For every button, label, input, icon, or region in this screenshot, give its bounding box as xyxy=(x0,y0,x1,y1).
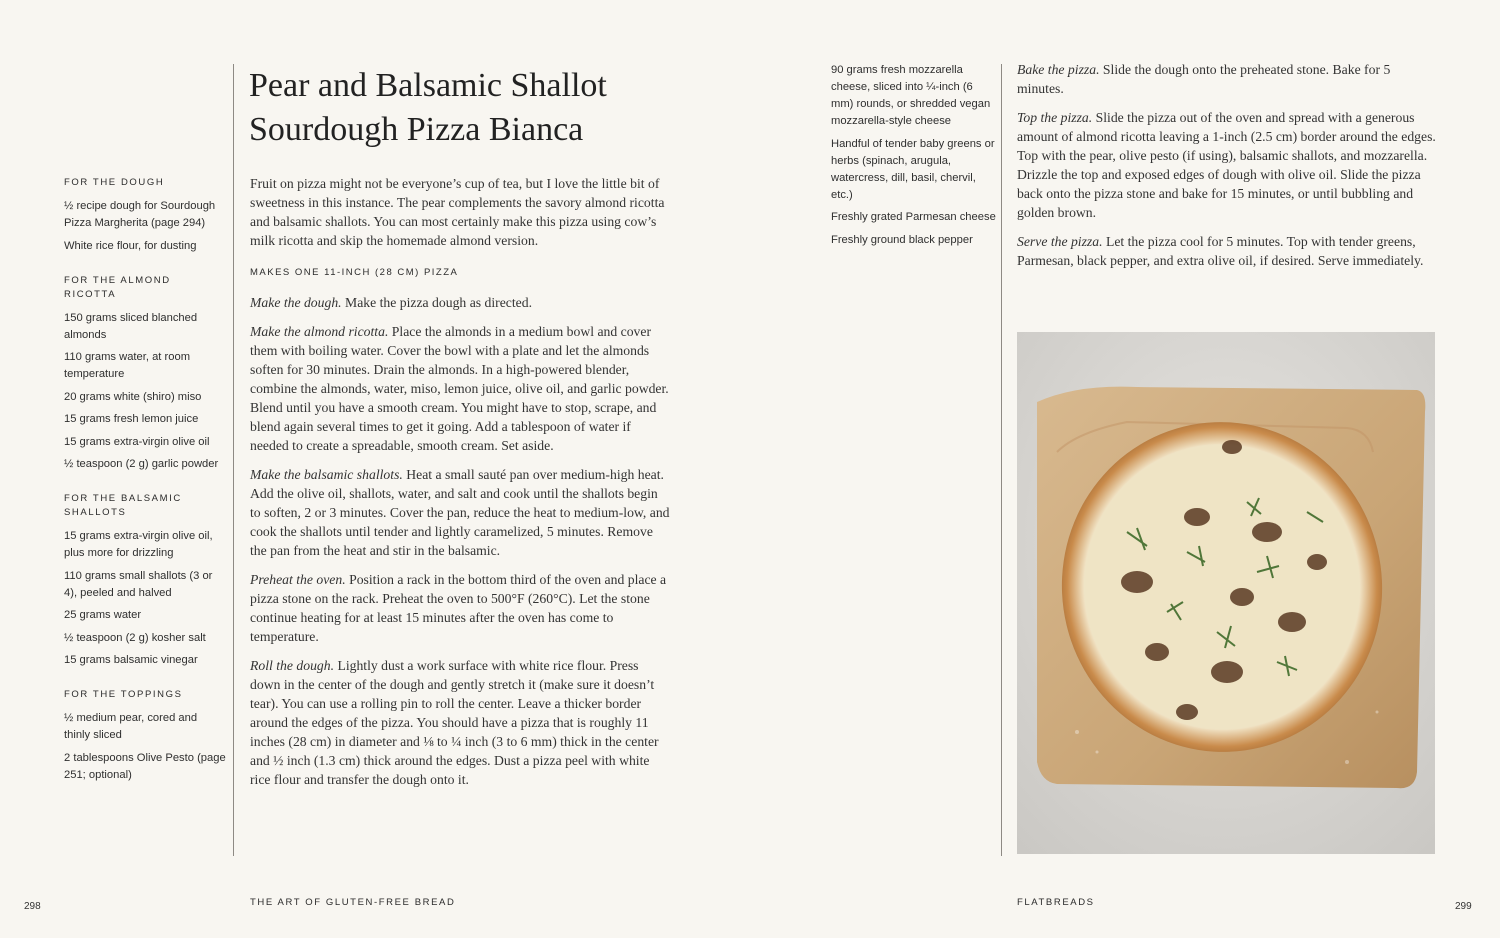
method-step xyxy=(1017,232,1437,270)
ingredient-item: 25 grams water xyxy=(64,609,142,621)
method-step-text: Heat a small sauté pan over medium-high heat. Add the olive oil, shallots, water, and salt and cook until the shallots begin to soften, 2 or 3 minutes. Cover the pan, reduce the heat to medium-low, and cook the shallots until tender and lightly caramelized, 5 minutes. Remove the pan from the heat and stir in the balsamic. xyxy=(250,467,670,558)
ingredients-list-right xyxy=(831,62,996,254)
method-step-lead: Roll the dough. xyxy=(250,658,335,673)
method-step-text: Position a rack in the bottom third of the oven and place a pizza stone on the rack. Preheat the oven to 500°F (260°C). Let the stone continue heating for at least 15 minutes after the oven has come to temperature. xyxy=(250,572,667,644)
ingredient-item: ½ teaspoon (2 g) kosher salt xyxy=(64,631,206,644)
method-step-lead: Bake the pizza. xyxy=(1017,62,1100,77)
ingredients-list-left xyxy=(64,176,226,803)
pizza-photo xyxy=(1017,332,1435,854)
recipe-title-line-1: Pear and Balsamic Shallot xyxy=(249,67,607,104)
ingredient-item: 15 grams fresh lemon juice xyxy=(64,413,199,425)
ingredient-group-heading: FOR THE DOUGH xyxy=(64,177,165,188)
running-head-left: THE ART OF GLUTEN-FREE BREAD xyxy=(250,897,456,908)
method-step-lead: Make the dough. xyxy=(250,295,342,310)
pizza-photo-illustration xyxy=(1017,332,1435,854)
recipe-title-line-2: Sourdough Pizza Bianca xyxy=(249,111,584,148)
method-step-text: Lightly dust a work surface with white rice flour. Press down in the center of the dough and gently stretch it (make sure it doesn’t tear). You can use a rolling pin to roll the center. Leave a thicker border around the edges of the pizza. You should have a pizza that is roughly 11 inches (28 cm) in diameter and ⅛ to ¼ inch (3 to 6 mm) thick in the center and ½ inch (1.3 cm) thick around the edges. Dust a pizza peel with white rice flour and transfer the dough onto it. xyxy=(250,658,659,787)
method-step xyxy=(250,322,670,455)
ingredient-item: 15 grams extra-virgin olive oil xyxy=(64,435,210,448)
method-column-right xyxy=(1017,60,1437,280)
ingredient-item: 20 grams white (shiro) miso xyxy=(64,390,202,403)
page-number-left: 298 xyxy=(24,901,41,912)
ingredient-group xyxy=(64,274,226,474)
method-step-text: Slide the dough onto the preheated stone. Bake for 5 minutes. xyxy=(1017,62,1391,96)
ingredient-group-heading: FOR THE ALMOND RICOTTA xyxy=(64,274,171,300)
method-step-lead: Preheat the oven. xyxy=(250,572,346,587)
method-step-text: Place the almonds in a medium bowl and cover them with boiling water. Cover the bowl with a plate and let the almonds soften for 30 minutes. Drain the almonds. In a high-powered blender, combine the almonds, water, miso, lemon juice, olive oil, and garlic powder. Blend until you have a smooth cream. You might have to stop, scrape, and blend again several times to get it going. Add a tablespoon of water if needed to create a spreadable, smooth cream. Set aside. xyxy=(250,324,669,453)
ingredient-group-heading: FOR THE TOPPINGS xyxy=(64,689,183,700)
ingredient-item: ½ medium pear, cored and thinly sliced xyxy=(64,712,198,741)
ingredient-item: ½ teaspoon (2 g) garlic powder xyxy=(64,458,219,470)
yield-note: MAKES ONE 11-INCH (28 CM) PIZZA xyxy=(250,267,459,278)
ingredient-group-heading: FOR THE BALSAMIC SHALLOTS xyxy=(64,493,182,518)
method-step-lead: Serve the pizza. xyxy=(1017,234,1103,249)
ingredient-item: 15 grams extra-virgin olive oil, plus more for drizzling xyxy=(64,530,213,559)
method-step-lead: Make the almond ricotta. xyxy=(250,324,389,339)
column-rule-left xyxy=(233,64,234,856)
method-step xyxy=(250,570,670,646)
method-step xyxy=(1017,108,1437,222)
ingredient-item: 110 grams water, at room temperature xyxy=(64,351,191,380)
ingredient-item: 150 grams sliced blanched almonds xyxy=(64,311,198,341)
ingredient-item: Freshly grated Parmesan cheese xyxy=(831,211,996,223)
ingredient-item: 90 grams fresh mozzarella cheese, sliced into ¼-inch (6 mm) rounds, or shredded vegan mozzarella-style cheese xyxy=(831,64,991,127)
steps-list-left xyxy=(250,293,670,789)
ingredient-group xyxy=(64,688,226,784)
ingredient-group xyxy=(64,492,226,669)
ingredient-group xyxy=(64,176,226,255)
page-number-right: 299 xyxy=(1455,901,1472,912)
method-step xyxy=(1017,60,1437,98)
ingredient-item: ½ recipe dough for Sourdough Pizza Margherita (page 294) xyxy=(64,200,216,229)
intro-paragraph: Fruit on pizza might not be everyone’s cup of tea, but I love the little bit of sweetness in this instance. The pear complements the savory almond ricotta and balsamic shallots. You can most certainly make this pizza using cow’s milk ricotta and skip the homemade almond version. xyxy=(250,176,665,248)
recipe-title xyxy=(249,64,669,152)
method-step-text: Slide the pizza out of the oven and spread with a generous amount of almond ricotta leaving a 1-inch (2.5 cm) border around the edges. Top with the pear, olive pesto (if using), balsamic shallots, and mozzarella. Drizzle the top and exposed edges of dough with olive oil. Slide the pizza back onto the pizza stone and bake for 15 minutes, or until bubbling and golden brown. xyxy=(1017,110,1436,220)
method-step-text: Let the pizza cool for 5 minutes. Top with tender greens, Parmesan, black pepper, and extra olive oil, if desired. Serve immediately. xyxy=(1017,234,1424,268)
ingredient-item: Freshly ground black pepper xyxy=(831,233,973,246)
running-head-right: FLATBREADS xyxy=(1017,897,1095,908)
ingredient-item: 110 grams small shallots (3 or 4), peeled and halved xyxy=(64,569,213,599)
column-rule-right xyxy=(1001,64,1002,856)
method-step xyxy=(250,293,670,312)
method-step-text: Make the pizza dough as directed. xyxy=(341,295,533,310)
ingredient-item: Handful of tender baby greens or herbs (spinach, arugula, watercress, dill, basil, chervil, etc.) xyxy=(831,137,995,201)
method-step-lead: Top the pizza. xyxy=(1017,110,1093,125)
method-step xyxy=(250,465,670,560)
method-step xyxy=(250,656,670,789)
method-step-lead: Make the balsamic shallots. xyxy=(250,467,403,482)
ingredient-item: 15 grams balsamic vinegar xyxy=(64,654,198,666)
ingredient-item: White rice flour, for dusting xyxy=(64,239,197,252)
method-column-left xyxy=(250,174,670,799)
ingredient-item: 2 tablespoons Olive Pesto (page 251; optional) xyxy=(64,751,226,781)
